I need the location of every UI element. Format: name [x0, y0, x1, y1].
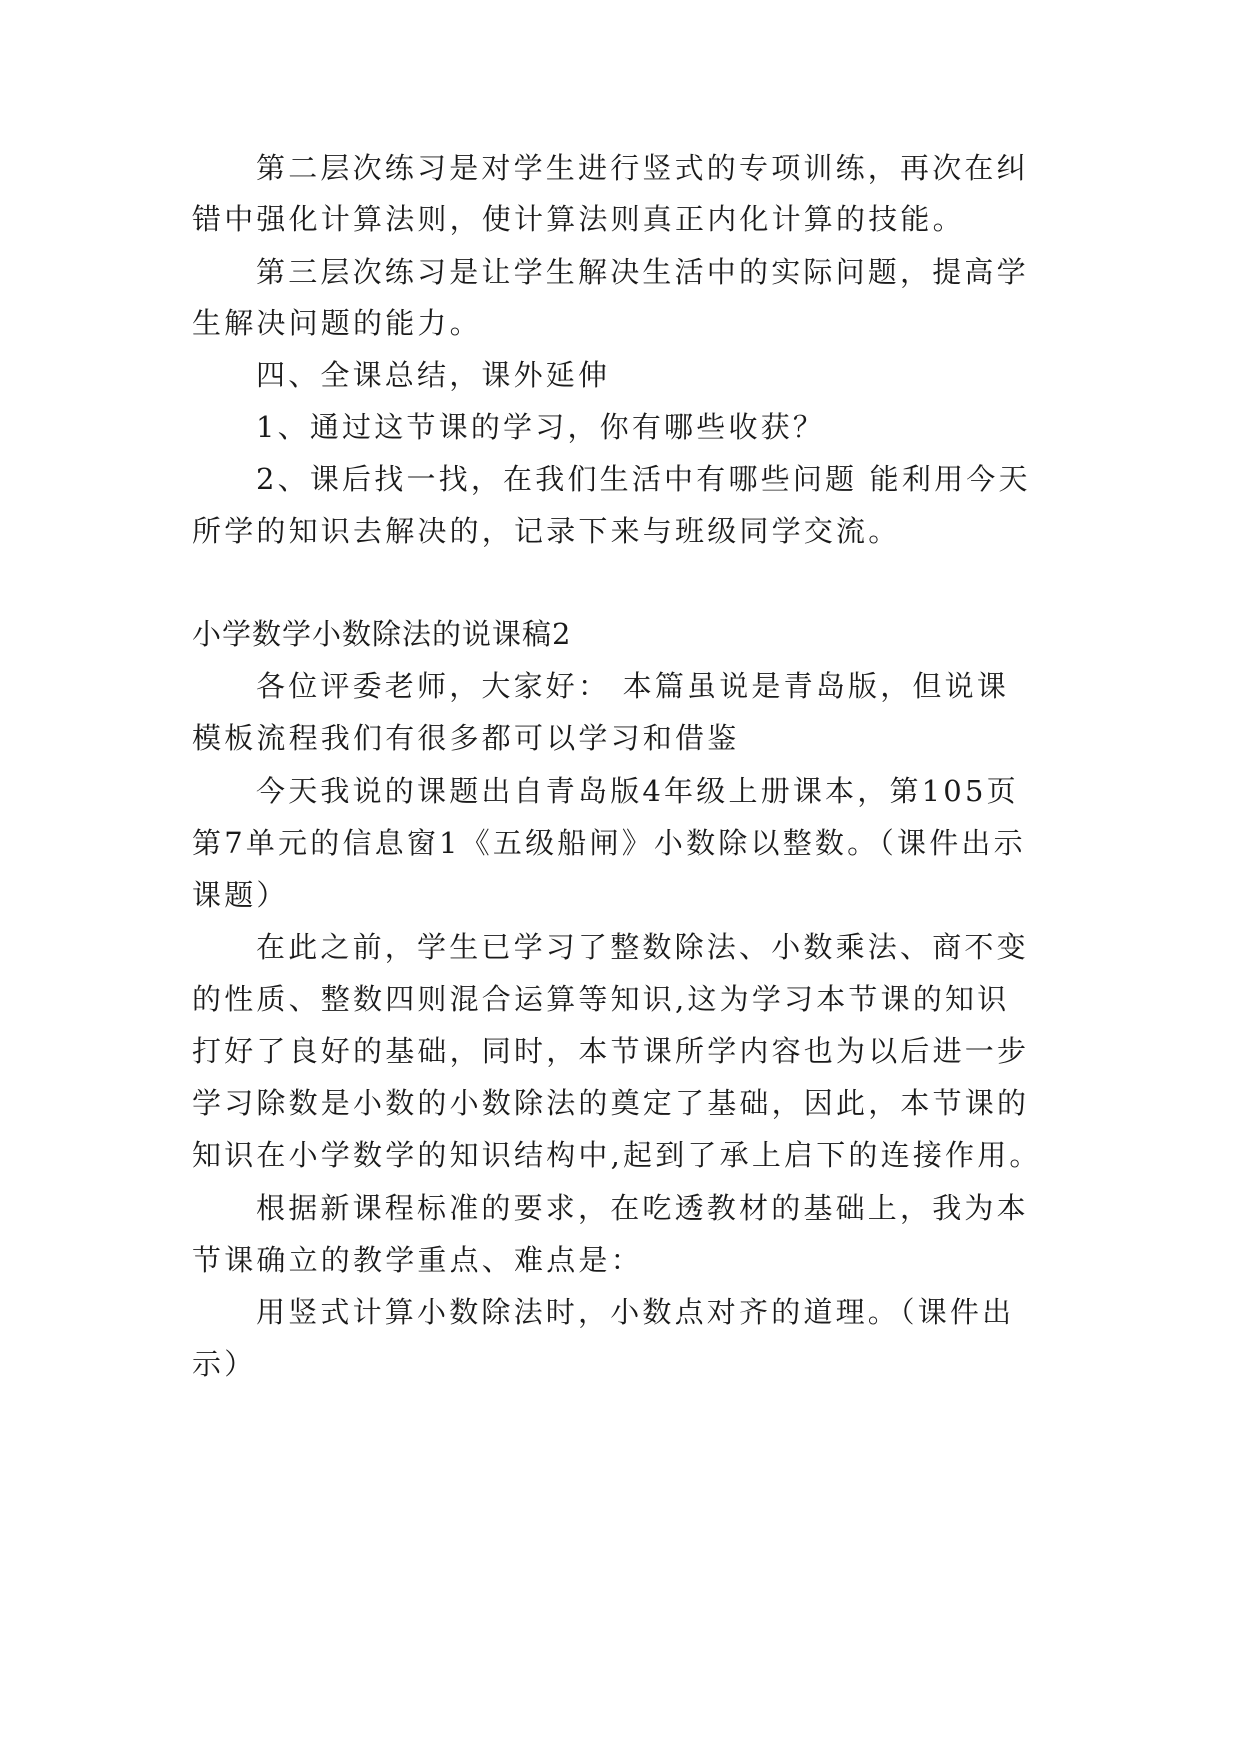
paragraph-line: 所学的知识去解决的，记录下来与班级同学交流。	[192, 514, 901, 548]
paragraph-line: 在此之前，学生已学习了整数除法、小数乘法、商不变	[256, 930, 1029, 964]
paragraph-line: 学习除数是小数的小数除法的奠定了基础，因此，本节课的	[192, 1086, 1030, 1120]
paragraph-line: 第二层次练习是对学生进行竖式的专项训练，再次在纠	[256, 151, 1029, 185]
paragraph-line: 各位评委老师，大家好： 本篇虽说是青岛版，但说课	[256, 669, 1010, 703]
paragraph-line: 根据新课程标准的要求，在吃透教材的基础上，我为本	[256, 1191, 1029, 1225]
paragraph-line: 用竖式计算小数除法时，小数点对齐的道理。（课件出	[256, 1295, 1015, 1329]
paragraph-line: 的性质、整数四则混合运算等知识,这为学习本节课的知识	[192, 982, 1010, 1016]
paragraph-line: 打好了良好的基础，同时，本节课所学内容也为以后进一步	[192, 1034, 1030, 1068]
paragraph-line: 知识在小学数学的知识结构中,起到了承上启下的连接作用。	[192, 1138, 1042, 1172]
paragraph-line: 生解决问题的能力。	[192, 306, 482, 340]
document-title: 小学数学小数除法的说课稿2	[192, 617, 572, 651]
document-page	[192, 0, 1050, 1754]
paragraph-line: 错中强化计算法则，使计算法则真正内化计算的技能。	[192, 202, 965, 236]
paragraph-line: 模板流程我们有很多都可以学习和借鉴	[192, 721, 740, 755]
paragraph-line: 课题）	[192, 878, 289, 912]
section-heading: 四、全课总结，课外延伸	[256, 358, 611, 392]
paragraph-line: 第三层次练习是让学生解决生活中的实际问题，提高学	[256, 255, 1029, 289]
paragraph-line: 节课确立的教学重点、难点是：	[192, 1243, 643, 1277]
paragraph-line: 示）	[192, 1347, 257, 1381]
paragraph-line: 2、课后找一找，在我们生活中有哪些问题 能利用今天	[256, 462, 1031, 496]
paragraph-line: 1、通过这节课的学习，你有哪些收获？	[256, 410, 826, 444]
paragraph-line: 今天我说的课题出自青岛版4年级上册课本，第105页	[256, 774, 1019, 808]
paragraph-line: 第7单元的信息窗1《五级船闸》小数除以整数。（课件出示	[192, 826, 1026, 860]
